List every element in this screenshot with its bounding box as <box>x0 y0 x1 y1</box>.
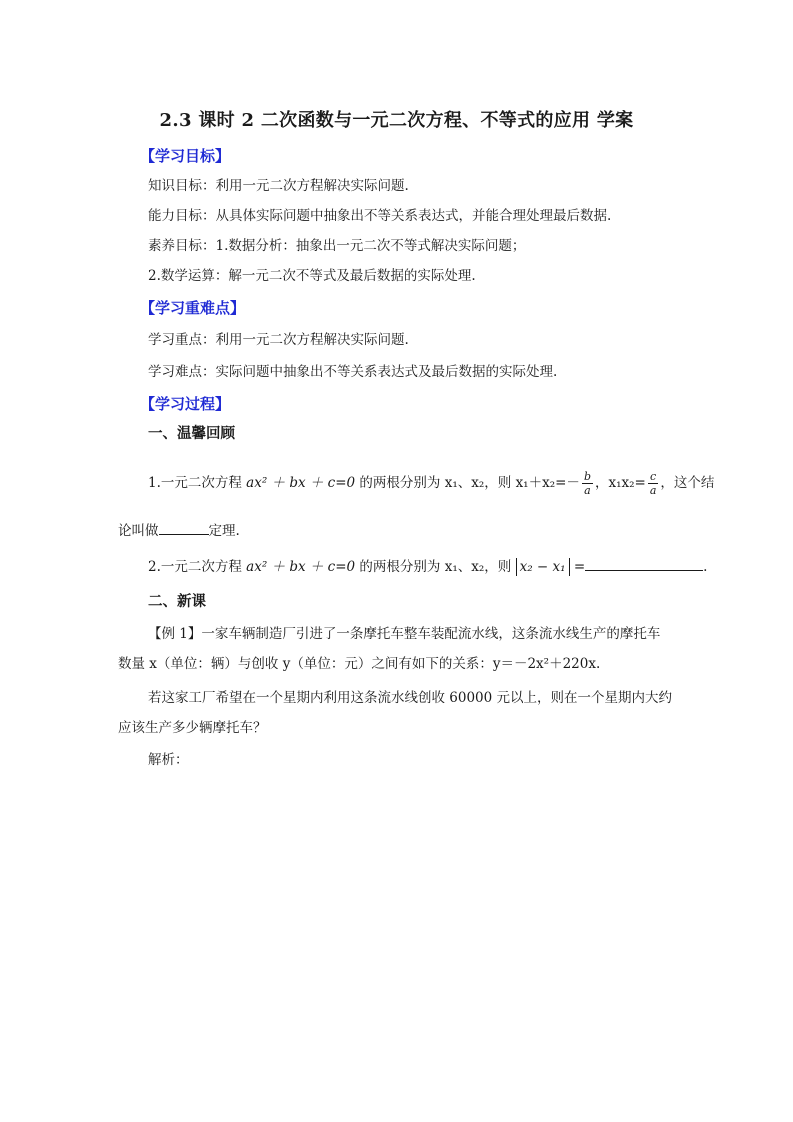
goal-math-operation: 2.数学运算：解一元二次不等式及最后数据的实际处理. <box>148 268 476 284</box>
review-heading: 一、温馨回顾 <box>148 425 235 442</box>
page-title: 2.3 课时 2 二次函数与一元二次方程、不等式的应用 学案 <box>159 110 634 131</box>
q1-mid2: ，x₁x₂= <box>594 475 646 491</box>
process-heading: 【学习过程】 <box>140 395 231 413</box>
q1-cont-suffix: 定理. <box>208 523 240 539</box>
question-1 <box>148 470 714 497</box>
q2-equation: ax² ＋ bx ＋ c=0 <box>246 559 356 575</box>
q1-frac1-num: b <box>583 470 591 483</box>
q1-equation: ax² ＋ bx ＋ c=0 <box>246 475 356 491</box>
difficult-point: 学习难点：实际问题中抽象出不等关系表达式及最后数据的实际处理. <box>148 364 558 380</box>
q1-mid: 的两根分别为 x₁、x₂，则 x₁＋x₂=－ <box>355 475 580 491</box>
key-points-heading: 【学习重难点】 <box>140 299 246 317</box>
q2-absolute-value: x₂ − x₁ <box>516 558 570 576</box>
q1-frac2-num: c <box>648 470 659 484</box>
q2-prefix: 2.一元二次方程 <box>148 559 247 575</box>
q1-frac1-den: a <box>584 484 591 497</box>
example-1-line-2: 数量 x（单位：辆）与创收 y（单位：元）之间有如下的关系：y＝－2x²＋220x. <box>118 656 601 672</box>
q2-equals: = <box>573 559 586 575</box>
goal-ability: 能力目标：从具体实际问题中抽象出不等关系表达式，并能合理处理最后数据. <box>148 208 612 224</box>
new-lesson-heading: 二、新课 <box>148 593 206 610</box>
q2-answer-blank[interactable] <box>585 556 703 571</box>
example-1-line-4: 应该生产多少辆摩托车？ <box>118 720 267 736</box>
q1-fraction-b-over-a <box>582 470 593 497</box>
question-2 <box>148 556 707 577</box>
q1-suffix: ，这个结 <box>660 475 715 491</box>
q1-cont-prefix: 论叫做 <box>118 523 159 539</box>
goal-literacy: 素养目标：1.数据分析：抽象出一元二次不等式解决实际问题； <box>148 238 526 254</box>
q2-end: . <box>703 559 708 575</box>
q1-answer-blank[interactable] <box>159 520 209 535</box>
q1-frac2-den: a <box>649 484 657 497</box>
q1-prefix: 1.一元二次方程 <box>148 475 247 491</box>
key-point: 学习重点：利用一元二次方程解决实际问题. <box>148 332 409 348</box>
q1-fraction-c-over-a <box>648 470 659 497</box>
q2-mid: 的两根分别为 x₁、x₂，则 <box>355 559 516 575</box>
example-1-line-3: 若这家工厂希望在一个星期内利用这条流水线创收 60000 元以上，则在一个星期内大约 <box>148 690 673 706</box>
analysis-label: 解析： <box>148 752 189 768</box>
goals-heading: 【学习目标】 <box>140 147 231 165</box>
example-1-line-1: 【例 1】一家车辆制造厂引进了一条摩托车整车装配流水线，这条流水线生产的摩托车 <box>148 626 661 642</box>
question-1-continued <box>118 520 240 541</box>
goal-knowledge: 知识目标：利用一元二次方程解决实际问题. <box>148 178 409 194</box>
